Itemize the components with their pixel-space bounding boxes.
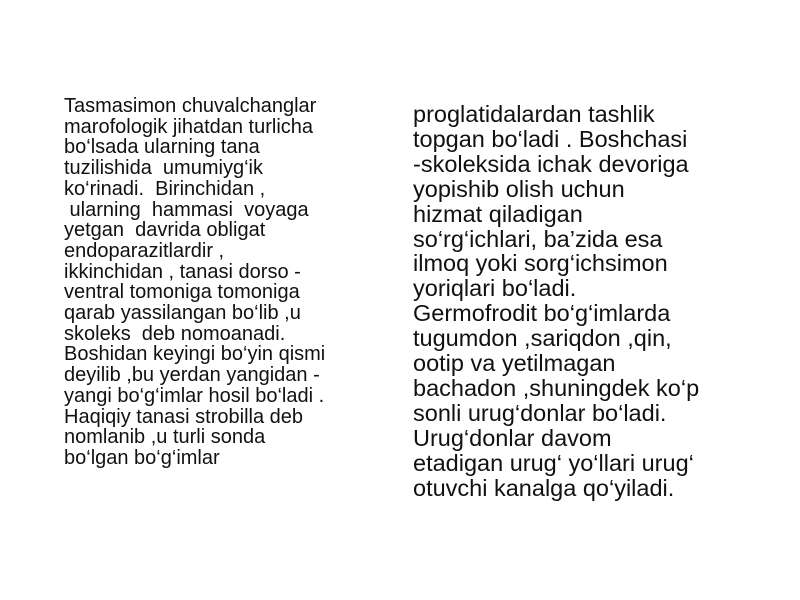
text-line: Urug‘donlar davom — [413, 424, 612, 451]
text-line: tugumdon ,sariqdon ,qin, — [413, 325, 672, 352]
text-line: hizmat qiladigan — [413, 200, 583, 227]
text-line: endoparazitlardir , — [64, 239, 225, 262]
text-line: -skoleksida ichak devoriga — [413, 150, 689, 177]
text-line: bo‘lgan bo‘g‘imlar — [64, 446, 220, 469]
text-line: yangi bo‘g‘imlar hosil bo‘ladi . — [64, 384, 325, 407]
text-line: etadigan urug‘ yo‘llari urug‘ — [413, 449, 694, 476]
text-line: ikkinchidan , tanasi dorso - — [64, 260, 301, 283]
text-line: yetgan davrida obligat — [64, 219, 266, 242]
text-line: deyilib ,bu yerdan yangidan - — [64, 364, 320, 387]
text-line: qarab yassilangan bo‘lib ,u — [64, 302, 301, 325]
text-line: Haqiqiy tanasi strobilla deb — [64, 405, 304, 428]
text-line: ilmoq yoki sorg‘ichsimon — [413, 250, 668, 277]
text-line: Boshidan keyingi bo‘yin qismi — [64, 343, 326, 366]
text-line: bachadon ,shuningdek ko‘p — [413, 374, 700, 401]
right-text-column — [413, 102, 699, 501]
text-line: skoleks deb nomoanadi. — [64, 322, 286, 345]
text-line: ootip va yetilmagan — [413, 350, 616, 377]
text-line: ventral tomoniga tomoniga — [64, 281, 300, 304]
text-line: marofologik jihatdan turlicha — [64, 115, 314, 138]
text-line: proglatidalardan tashlik — [413, 101, 655, 127]
left-text-column — [64, 96, 325, 469]
text-line: ko‘rinadi. Birinchidan , — [64, 177, 266, 200]
text-line: yopishib olish uchun — [413, 175, 625, 202]
text-line: nomlanib ,u turli sonda — [64, 426, 266, 449]
text-line: tuzilishida umumiyg‘ik — [64, 157, 263, 180]
text-line: ularning hammasi voyaga — [64, 198, 309, 221]
text-line: Tasmasimon chuvalchanglar — [64, 95, 317, 117]
text-line: Germofrodit bo‘g‘imlarda — [413, 300, 671, 327]
text-line: otuvchi kanalga qo‘yiladi. — [413, 474, 675, 501]
text-line: topgan bo‘ladi . Boshchasi — [413, 125, 688, 152]
text-line: yoriqlari bo‘ladi. — [413, 275, 577, 302]
text-line: bo‘lsada ularning tana — [64, 136, 260, 159]
text-line: sonli urug‘donlar bo‘ladi. — [413, 399, 667, 426]
text-line: so‘rg‘ichlari, ba’zida esa — [413, 225, 663, 252]
